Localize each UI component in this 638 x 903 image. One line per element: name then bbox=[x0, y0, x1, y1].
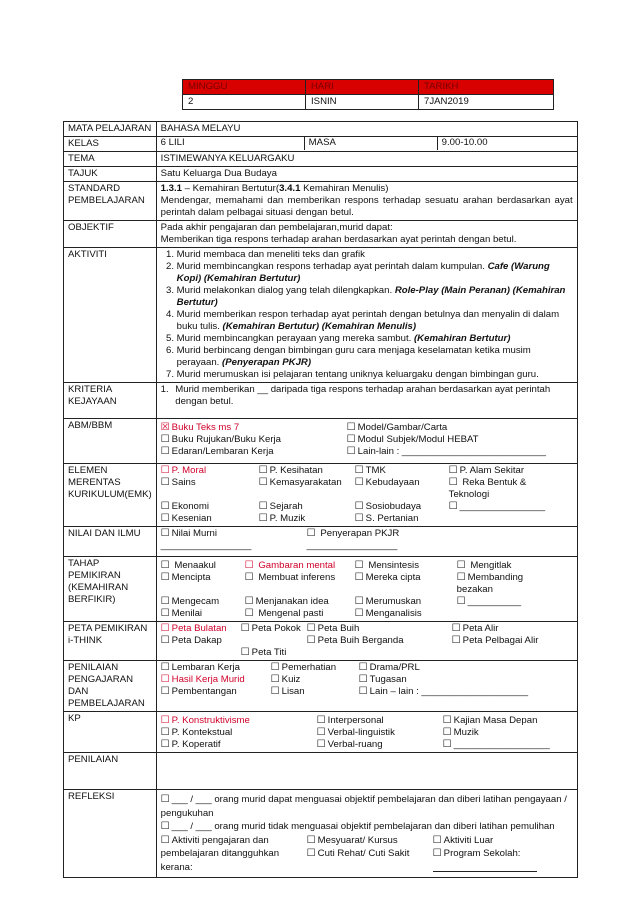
checkbox-option[interactable] bbox=[355, 465, 449, 477]
activities-list bbox=[161, 249, 573, 381]
checkbox-option[interactable] bbox=[359, 662, 529, 674]
checkbox-label: Peta Alir bbox=[462, 623, 499, 634]
standard-heading: 1.3.1 – Kemahiran Bertutur(3.4.1 Kemahiran Menulis) bbox=[160, 183, 389, 194]
checkbox-option[interactable] bbox=[307, 635, 452, 647]
empty-cell bbox=[452, 647, 562, 659]
checkbox-icon[interactable]: ☐ bbox=[240, 647, 250, 658]
checkbox-icon[interactable]: ☐ bbox=[160, 501, 170, 512]
checkbox-icon[interactable]: ☐ bbox=[258, 513, 268, 524]
checkbox-label: Tugasan bbox=[369, 674, 407, 685]
checkbox-option[interactable] bbox=[161, 477, 259, 501]
checkbox-option[interactable] bbox=[241, 623, 307, 635]
checkbox-label: TMK bbox=[365, 465, 386, 476]
checkbox-icon[interactable]: ☐ bbox=[451, 635, 461, 646]
date-value: 7JAN2019 bbox=[419, 95, 554, 110]
values-label: NILAI DAN ILMU bbox=[64, 527, 157, 557]
checkbox-icon[interactable]: ☐ bbox=[346, 434, 356, 445]
theme-value: ISTIMEWANYA KELUARGAKU bbox=[156, 152, 577, 167]
checkbox-option[interactable] bbox=[355, 560, 457, 572]
checkbox-icon[interactable]: ☐ bbox=[346, 446, 356, 457]
nilai-line: _________________ bbox=[160, 540, 252, 551]
checkbox-icon[interactable]: ☐ bbox=[354, 513, 364, 524]
objective-text: Memberikan tiga respons terhadap arahan berdasarkan ayat perintah dengan betul. bbox=[160, 234, 517, 245]
checkbox-icon[interactable]: ☐ bbox=[244, 596, 254, 607]
criteria-number: 1. bbox=[160, 384, 169, 395]
empty-cell bbox=[307, 647, 452, 659]
checkbox-icon[interactable]: ☐ bbox=[354, 560, 364, 571]
checkbox-icon[interactable]: ☐ bbox=[160, 635, 170, 646]
checkbox-label: Mengitlak bbox=[467, 560, 512, 571]
checkbox-label: P. Alam Sekitar bbox=[459, 465, 525, 476]
checkbox-option[interactable] bbox=[259, 513, 355, 525]
empty-cell bbox=[241, 635, 307, 647]
checkbox-label: S. Pertanian bbox=[365, 513, 419, 524]
checkbox-label: Kebudayaan bbox=[365, 477, 420, 488]
topic-label: TAJUK bbox=[64, 167, 157, 182]
empty-cell bbox=[457, 608, 547, 620]
empty-cell bbox=[449, 513, 547, 525]
checkbox-label: Menilai bbox=[171, 608, 203, 619]
pkjr-line: _________________ bbox=[306, 540, 398, 551]
activity-item: 4. Murid memberikan respon terhadap ayat perintah dengan betulnya dan menyalin di dalam buku tulis. (Kemahiran Bertutur) (Kemahiran Menulis) bbox=[177, 309, 573, 333]
checkbox-label: Muzik bbox=[453, 727, 479, 738]
checkbox-label: Interpersonal bbox=[327, 715, 384, 726]
checkbox-label: Buku Rujukan/Buku Kerja bbox=[171, 434, 281, 445]
subject-row bbox=[64, 122, 578, 137]
checkbox-option[interactable] bbox=[355, 572, 457, 596]
checkbox-option[interactable] bbox=[443, 727, 573, 739]
checkbox-option[interactable] bbox=[161, 434, 347, 446]
class-value: 6 LILI bbox=[157, 137, 305, 150]
standard-label: STANDARD PEMBELAJARAN bbox=[64, 182, 157, 221]
checkbox-label: Kemasyarakatan bbox=[269, 477, 342, 488]
lesson-plan-table bbox=[63, 121, 578, 878]
checkbox-label: P. Konstruktivisme bbox=[171, 715, 250, 726]
checkbox-icon[interactable]: ☐ bbox=[160, 513, 170, 524]
checkbox-label: Menaakul bbox=[171, 560, 216, 571]
activity-item: 6. Murid berbincang dengan bimbingan guru cara menjaga keselamatan ketika musim perayaan. (Penyerapan PKJR) bbox=[177, 345, 573, 369]
checkbox-icon[interactable]: ☐ bbox=[160, 674, 170, 685]
checkbox-label: P. Muzik bbox=[269, 513, 306, 524]
checkbox-label: P. Kontekstual bbox=[171, 727, 233, 738]
checkbox-label: Membuat inferens bbox=[255, 572, 336, 583]
time-label: MASA bbox=[305, 137, 438, 150]
reflection-label: REFLEKSI bbox=[64, 790, 157, 878]
checkbox-option[interactable] bbox=[161, 560, 245, 572]
checkbox-icon[interactable]: ☐ bbox=[442, 715, 452, 726]
checkbox-label: Buku Teks ms 7 bbox=[171, 422, 240, 433]
checkbox-label: Mengenal pasti bbox=[255, 608, 324, 619]
date-header: TARIKH bbox=[419, 80, 554, 95]
checkbox-icon[interactable]: ☐ bbox=[451, 623, 461, 634]
checkbox-option[interactable] bbox=[161, 465, 259, 477]
empty-cell bbox=[161, 647, 241, 659]
checkbox-icon[interactable]: ☐ bbox=[316, 739, 326, 750]
checkbox-icon[interactable]: ☐ bbox=[160, 560, 170, 571]
checkbox-icon[interactable]: ☒ bbox=[160, 422, 170, 433]
checkbox-label: Edaran/Lembaran Kerja bbox=[171, 446, 274, 457]
checkbox-label: P. Koperatif bbox=[171, 739, 221, 750]
checkbox-option[interactable] bbox=[259, 501, 355, 513]
activity-item: 2. Murid membincangkan respons terhadap ayat perintah dalam kumpulan. Cafe (Warung Kopi) (Kemahiran Bertutur) bbox=[177, 261, 573, 285]
checkbox-icon[interactable]: ☐ bbox=[160, 596, 170, 607]
checkbox-label: Ekonomi bbox=[171, 501, 209, 512]
checkbox-option[interactable] bbox=[245, 560, 355, 572]
checkbox-label: Peta Buih bbox=[317, 623, 360, 634]
checkbox-icon[interactable]: ☐ bbox=[160, 477, 170, 488]
checkbox-icon[interactable]: ☐ bbox=[354, 608, 364, 619]
checkbox-icon[interactable]: ☐ bbox=[160, 608, 170, 619]
kp-label: KP bbox=[64, 712, 157, 753]
class-label: KELAS bbox=[64, 137, 157, 152]
evaluation-label: PENILAIAN bbox=[64, 753, 157, 790]
standard-row bbox=[64, 182, 578, 221]
activity-item: 3. Murid melakonkan dialog yang telah dilengkapkan. Role-Play (Main Peranan) (Kemahiran Bertutur) bbox=[177, 285, 573, 309]
checkbox-option[interactable] bbox=[271, 674, 359, 686]
checkbox-icon[interactable]: ☐ bbox=[316, 715, 326, 726]
topic-row bbox=[64, 167, 578, 182]
checkbox-label: __________________ bbox=[453, 739, 550, 750]
checkbox-icon[interactable]: ☐ bbox=[358, 662, 368, 673]
checkbox-icon[interactable]: ☐ bbox=[354, 477, 364, 488]
checkbox-icon[interactable]: ☐ bbox=[160, 686, 170, 697]
checkbox-option[interactable] bbox=[161, 572, 245, 596]
checkbox-label: Lisan bbox=[281, 686, 305, 697]
week-value: 2 bbox=[183, 95, 306, 110]
checkbox-option[interactable] bbox=[245, 608, 355, 620]
activities-row bbox=[64, 248, 578, 383]
subject-label: MATA PELAJARAN bbox=[64, 122, 157, 137]
time-value: 9.00-10.00 bbox=[441, 137, 488, 148]
checkbox-option[interactable] bbox=[355, 608, 457, 620]
checkbox-option[interactable] bbox=[241, 647, 307, 659]
checkbox-option[interactable] bbox=[359, 674, 529, 686]
checkbox-label: __________ bbox=[467, 596, 522, 607]
reflection-leave[interactable]: ☐ Cuti Rehat/ Cuti Sakit bbox=[306, 848, 410, 859]
checkbox-option[interactable] bbox=[449, 477, 547, 501]
checkbox-label: Kuiz bbox=[281, 674, 301, 685]
checkbox-option[interactable] bbox=[317, 727, 443, 739]
checkbox-icon[interactable]: ☐ bbox=[448, 465, 458, 476]
kp-row bbox=[64, 712, 578, 753]
reflection-postponed[interactable]: ☐ Aktiviti pengajaran dan pembelajaran ditangguhkan kerana: bbox=[160, 834, 280, 873]
checkbox-option[interactable] bbox=[161, 739, 317, 751]
checkbox-option[interactable] bbox=[161, 686, 271, 698]
checkbox-icon[interactable]: ☐ bbox=[160, 739, 170, 750]
checkbox-icon[interactable]: ☐ bbox=[258, 465, 268, 476]
checkbox-option[interactable] bbox=[161, 501, 259, 513]
checkbox-label: P. Kesihatan bbox=[269, 465, 323, 476]
checkbox-icon[interactable]: ☐ bbox=[346, 422, 356, 433]
checkbox-icon[interactable]: ☐ bbox=[258, 477, 268, 488]
checkbox-icon[interactable]: ☐ bbox=[244, 608, 254, 619]
checkbox-label: Modul Subjek/Modul HEBAT bbox=[357, 434, 479, 445]
checkbox-label: Sejarah bbox=[269, 501, 303, 512]
checkbox-option[interactable] bbox=[245, 596, 355, 608]
checkbox-option[interactable] bbox=[347, 422, 547, 434]
checkbox-label: Verbal-ruang bbox=[327, 739, 383, 750]
reflection-row bbox=[64, 790, 578, 878]
checkbox-option[interactable] bbox=[359, 686, 529, 698]
emk-row bbox=[64, 464, 578, 527]
checkbox-icon[interactable]: ☐ bbox=[244, 560, 254, 571]
activities-label: AKTIVITI bbox=[64, 248, 157, 383]
checkbox-label: Hasil Kerja Murid bbox=[171, 674, 245, 685]
week-day-date-table bbox=[182, 79, 554, 110]
checkbox-option[interactable] bbox=[457, 560, 547, 572]
checkbox-label: Mengecam bbox=[171, 596, 220, 607]
checkbox-option[interactable] bbox=[259, 477, 355, 501]
checkbox-option[interactable] bbox=[307, 623, 452, 635]
checkbox-option[interactable] bbox=[317, 715, 443, 727]
checkbox-option[interactable] bbox=[161, 513, 259, 525]
checkbox-option[interactable] bbox=[347, 446, 547, 458]
checkbox-label: Peta Pokok bbox=[251, 623, 301, 634]
checkbox-option[interactable] bbox=[449, 465, 547, 477]
criteria-text: Murid memberikan __ daripada tiga respons terhadap arahan berdasarkan ayat perintah dengan betul. bbox=[175, 384, 551, 407]
checkbox-label: Sosiobudaya bbox=[365, 501, 422, 512]
week-header: MINGGU bbox=[183, 80, 306, 95]
checkbox-option[interactable] bbox=[449, 501, 547, 513]
week-day-date-value-row bbox=[183, 95, 554, 110]
assessment-grid bbox=[161, 662, 573, 698]
checkbox-icon[interactable]: ☐ bbox=[448, 501, 458, 512]
checkbox-icon[interactable]: ☐ bbox=[358, 686, 368, 697]
checkbox-label: Sains bbox=[171, 477, 196, 488]
day-value: ISNIN bbox=[306, 95, 419, 110]
checkbox-icon[interactable]: ☐ bbox=[258, 501, 268, 512]
checkbox-icon[interactable]: ☐ bbox=[448, 477, 458, 488]
checkbox-icon[interactable]: ☐ bbox=[456, 572, 466, 583]
checkbox-label: Peta Titi bbox=[251, 647, 287, 658]
reflection-outdoor[interactable]: ☐ Aktiviti Luar bbox=[432, 834, 494, 846]
standard-description: Mendengar, memahami dan memberikan respons terhadap sesuatu arahan berdasarkan ayat perintah dalam pelbagai situasi dengan betul. bbox=[160, 195, 573, 218]
checkbox-label: Pemerhatian bbox=[281, 662, 337, 673]
checkbox-label: Kesenian bbox=[171, 513, 212, 524]
checkbox-option[interactable] bbox=[161, 596, 245, 608]
checkbox-icon[interactable]: ☐ bbox=[354, 596, 364, 607]
class-row bbox=[64, 137, 578, 152]
checkbox-label: Lain – lain : ____________________ bbox=[369, 686, 529, 697]
objective-intro: Pada akhir pengajaran dan pembelajaran,murid dapat: bbox=[160, 222, 393, 233]
thinking-row bbox=[64, 557, 578, 622]
checkbox-label: Model/Gambar/Carta bbox=[357, 422, 448, 433]
checkbox-option[interactable] bbox=[355, 501, 449, 513]
checkbox-label: ________________ bbox=[459, 501, 546, 512]
checkbox-label: Reka Bentuk & Teknologi bbox=[448, 477, 527, 500]
checkbox-icon[interactable]: ☐ bbox=[160, 623, 170, 634]
checkbox-icon[interactable]: ☐ bbox=[160, 715, 170, 726]
checkbox-option[interactable] bbox=[161, 623, 241, 635]
ithink-row bbox=[64, 622, 578, 661]
checkbox-icon[interactable]: ☐ bbox=[306, 635, 316, 646]
checkbox-label: Peta Pelbagai Alir bbox=[462, 635, 539, 646]
evaluation-row bbox=[64, 753, 578, 790]
checkbox-option[interactable] bbox=[347, 434, 547, 446]
checkbox-label: Drama/PRL bbox=[369, 662, 420, 673]
checkbox-icon[interactable]: ☐ bbox=[160, 662, 170, 673]
checkbox-option[interactable] bbox=[161, 662, 271, 674]
criteria-label: KRITERIA KEJAYAAN bbox=[64, 383, 157, 419]
checkbox-icon[interactable]: ☐ bbox=[160, 446, 170, 457]
checkbox-option[interactable] bbox=[161, 446, 347, 458]
checkbox-icon[interactable]: ☐ bbox=[354, 501, 364, 512]
week-day-date-header-row bbox=[183, 80, 554, 95]
checkbox-option[interactable] bbox=[457, 596, 547, 608]
checkbox-option[interactable] bbox=[161, 422, 347, 434]
checkbox-icon[interactable]: ☐ bbox=[160, 572, 170, 583]
checkbox-option[interactable] bbox=[443, 739, 573, 751]
checkbox-icon[interactable]: ☐ bbox=[354, 465, 364, 476]
checkbox-label: Membanding bezakan bbox=[456, 572, 524, 595]
checkbox-option[interactable] bbox=[271, 662, 359, 674]
objective-label: OBJEKTIF bbox=[64, 221, 157, 248]
checkbox-label: Mensintesis bbox=[365, 560, 419, 571]
emk-grid bbox=[161, 465, 573, 525]
checkbox-option[interactable] bbox=[355, 513, 449, 525]
reflection-meeting[interactable]: ☐ Mesyuarat/ Kursus bbox=[306, 834, 398, 846]
checkbox-option[interactable] bbox=[271, 686, 359, 698]
activity-item: 5. Murid membincangkan perayaan yang mereka sambut. (Kemahiran Bertutur) bbox=[177, 333, 573, 345]
checkbox-label: Lembaran Kerja bbox=[171, 662, 240, 673]
reflection-mastery[interactable]: ☐ ___ / ___ orang murid dapat menguasai objektif pembelajaran dan diberi latihan pengayaan / pengukuhan bbox=[160, 794, 567, 819]
checkbox-option[interactable] bbox=[161, 715, 317, 727]
thinking-label: TAHAP PEMIKIRAN (KEMAHIRAN BERFIKIR) bbox=[64, 557, 157, 622]
checkbox-icon[interactable]: ☐ bbox=[160, 465, 170, 476]
subject-value: BAHASA MELAYU bbox=[156, 122, 577, 137]
checkbox-label: Peta Bulatan bbox=[171, 623, 227, 634]
checkbox-option[interactable] bbox=[161, 727, 317, 739]
checkbox-option[interactable] bbox=[452, 623, 562, 635]
pkjr-checkbox[interactable]: ☐ Penyerapan PKJR bbox=[306, 528, 400, 539]
checkbox-icon[interactable]: ☐ bbox=[244, 572, 254, 583]
checkbox-option[interactable] bbox=[259, 465, 355, 477]
checkbox-label: Lain-lain : ___________________________ bbox=[357, 446, 546, 457]
checkbox-label: Kajian Masa Depan bbox=[453, 715, 538, 726]
checkbox-label: Peta Buih Berganda bbox=[317, 635, 404, 646]
activity-item: 1. Murid membaca dan meneliti teks dan grafik bbox=[177, 249, 573, 261]
checkbox-option[interactable] bbox=[317, 739, 443, 751]
checkbox-icon[interactable]: ☐ bbox=[240, 623, 250, 634]
assessment-label: PENILAIAN PENGAJARAN DAN PEMBELAJARAN bbox=[64, 661, 157, 712]
checkbox-icon[interactable]: ☐ bbox=[316, 727, 326, 738]
checkbox-label: Pembentangan bbox=[171, 686, 237, 697]
nilai-murni-checkbox[interactable]: ☐ Nilai Murni bbox=[160, 528, 217, 539]
checkbox-icon[interactable]: ☐ bbox=[358, 674, 368, 685]
activity-item: 7. Murid merumuskan isi pelajaran tentang uniknya keluargaku dengan bimbingan guru. bbox=[177, 369, 573, 381]
checkbox-icon[interactable]: ☐ bbox=[354, 572, 364, 583]
checkbox-icon[interactable]: ☐ bbox=[442, 739, 452, 750]
checkbox-icon[interactable]: ☐ bbox=[456, 560, 466, 571]
theme-row bbox=[64, 152, 578, 167]
thinking-grid bbox=[161, 560, 573, 620]
checkbox-label: Mencipta bbox=[171, 572, 211, 583]
ithink-grid bbox=[161, 623, 573, 659]
checkbox-icon[interactable]: ☐ bbox=[270, 674, 280, 685]
checkbox-icon[interactable]: ☐ bbox=[306, 623, 316, 634]
abm-label: ABM/BBM bbox=[64, 419, 157, 464]
day-header: HARI bbox=[306, 80, 419, 95]
checkbox-icon[interactable]: ☐ bbox=[270, 686, 280, 697]
checkbox-label: Peta Dakap bbox=[171, 635, 222, 646]
checkbox-label: Mereka cipta bbox=[365, 572, 421, 583]
checkbox-icon[interactable]: ☐ bbox=[160, 434, 170, 445]
emk-label: ELEMEN MERENTAS KURIKULUM(EMK) bbox=[64, 464, 157, 527]
checkbox-icon[interactable]: ☐ bbox=[270, 662, 280, 673]
checkbox-option[interactable] bbox=[443, 715, 573, 727]
criteria-row bbox=[64, 383, 578, 419]
checkbox-label: Merumuskan bbox=[365, 596, 422, 607]
checkbox-option[interactable] bbox=[457, 572, 547, 596]
abm-row bbox=[64, 419, 578, 464]
assessment-row bbox=[64, 661, 578, 712]
theme-label: TEMA bbox=[64, 152, 157, 167]
ithink-label: PETA PEMIKIRAN i-THINK bbox=[64, 622, 157, 661]
abm-grid bbox=[161, 422, 573, 458]
topic-value: Satu Keluarga Dua Budaya bbox=[156, 167, 577, 182]
checkbox-label: Menganalisis bbox=[365, 608, 422, 619]
checkbox-label: Gambaran mental bbox=[255, 560, 336, 571]
kp-grid bbox=[161, 715, 573, 751]
values-row bbox=[64, 527, 578, 557]
checkbox-option[interactable] bbox=[452, 635, 562, 647]
checkbox-label: P. Moral bbox=[171, 465, 207, 476]
checkbox-option[interactable] bbox=[355, 477, 449, 501]
checkbox-option[interactable] bbox=[161, 608, 245, 620]
checkbox-label: Menjanakan idea bbox=[255, 596, 329, 607]
checkbox-label: Verbal-linguistik bbox=[327, 727, 395, 738]
checkbox-option[interactable] bbox=[161, 674, 271, 686]
checkbox-icon[interactable]: ☐ bbox=[160, 727, 170, 738]
evaluation-value[interactable] bbox=[156, 753, 577, 790]
reflection-remedial[interactable]: ☐ ___ / ___ orang murid tidak menguasai objektif pembelajaran dan diberi latihan pemulihan bbox=[160, 821, 555, 832]
checkbox-option[interactable] bbox=[161, 635, 241, 647]
checkbox-option[interactable] bbox=[245, 572, 355, 596]
checkbox-icon[interactable]: ☐ bbox=[442, 727, 452, 738]
reflection-school-program[interactable]: ☐ Program Sekolah: bbox=[433, 847, 537, 872]
checkbox-option[interactable] bbox=[355, 596, 457, 608]
checkbox-icon[interactable]: ☐ bbox=[456, 596, 466, 607]
objective-row bbox=[64, 221, 578, 248]
